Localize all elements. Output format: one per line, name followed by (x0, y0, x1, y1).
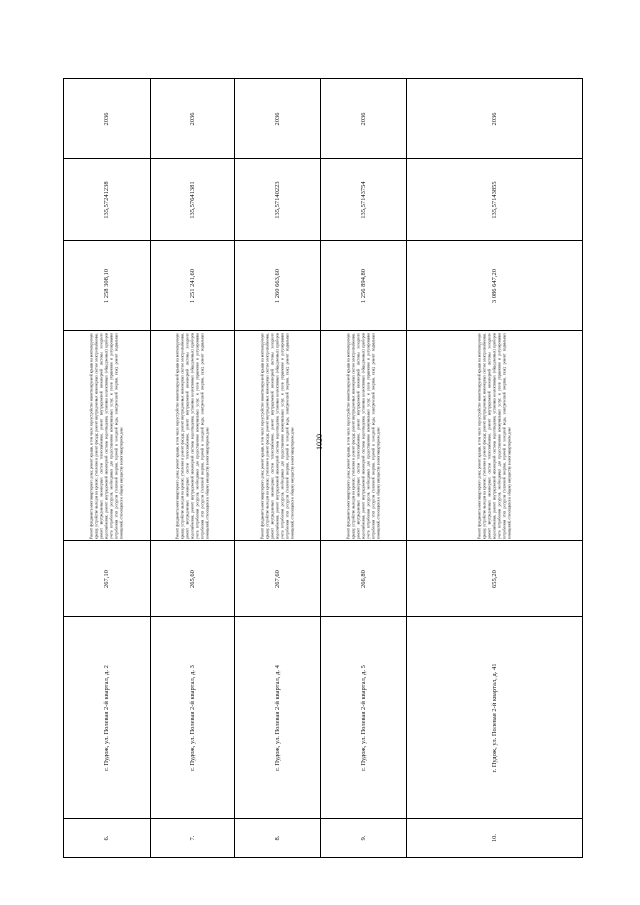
area-text: 267,10 (103, 569, 110, 588)
works-text: Ремонт фундамента многоквартирного дома; ремонт крыши, в том числе переустройство невентилируемой крыши на вентилируемую крышу, устройство выходов на кровлю; утепление и ремонт фасада; ремонт внутридомовых инженерных систем электроснабжения, ремонт внутридомовых инженерных систем теплоснабжения, ремонт внутридомовой инженерной системы холодного водоснабжения, ремонт внутридомовой инженерной системы водоотведения, установка коллективных (общедомовых) приборов учета потребления ресурсов, необходимых для предоставления коммунальных услуг, и узлов управления и регулирования потребления этих ресурсов (тепловой энергии, горячей и холодной воды, электрической энергии, газа); ремонт подвальных помещений, относящихся к общему имуществу в многоквартирном доме (477, 332, 511, 539)
total-cost-text: 1 260 663,60 (273, 268, 281, 303)
cell-number (151, 819, 234, 857)
cell-specific-cost (151, 159, 234, 241)
cell-year (321, 79, 406, 159)
cell-address (321, 617, 406, 819)
cell-year (64, 79, 150, 159)
address-text: г. Пудож, ул. Полевая 2-й квартал, д. 41 (490, 663, 498, 772)
area-text: 267,60 (273, 569, 281, 588)
address-text: г. Пудож, ул. Полевая 2-й квартал, д. 4 (273, 664, 281, 771)
cell-works (151, 331, 234, 541)
address-text: г. Пудож, ул. Полевая 2-й квартал, д. 3 (188, 664, 196, 771)
works-text: Ремонт фундамента многоквартирного дома; ремонт крыши, в том числе переустройство невентилируемой крыши на вентилируемую крышу, устройство выходов на кровлю; утепление и ремонт фасада; ремонт внутридомовых инженерных систем электроснабжения, ремонт внутридомовых инженерных систем теплоснабжения, ремонт внутридомовой инженерной системы холодного водоснабжения, ремонт внутридомовой инженерной системы водоотведения, установка коллективных (общедомовых) приборов учета потребления ресурсов, необходимых для предоставления коммунальных услуг, и узлов управления и регулирования потребления этих ресурсов (тепловой энергии, горячей и холодной воды, электрической энергии, газа); ремонт подвальных помещений, относящихся к общему имуществу в многоквартирном доме (346, 332, 380, 539)
cell-works (64, 331, 150, 541)
cell-number (235, 819, 320, 857)
specific-cost-text: 135,57641381 (188, 180, 196, 219)
table-row (64, 79, 151, 857)
cell-address (64, 617, 150, 819)
cell-area (321, 541, 406, 617)
cell-works (321, 331, 406, 541)
area-text: 655,20 (490, 569, 498, 588)
year-text: 2036 (188, 112, 196, 125)
cell-total-cost (235, 241, 320, 331)
specific-cost-text: 135,57241238 (103, 180, 110, 219)
table-row (407, 79, 582, 857)
specific-cost-text: 135,57143855 (490, 180, 498, 219)
year-text: 2036 (490, 112, 498, 125)
specific-cost-text: 135,57140223 (273, 180, 281, 219)
cell-number (64, 819, 150, 857)
row-number-text: 6. (103, 835, 110, 841)
cell-year (235, 79, 320, 159)
total-cost-text: 1 256 894,80 (359, 268, 367, 303)
works-text: Ремонт фундамента многоквартирного дома; ремонт крыши, в том числе переустройство невентилируемой крыши на вентилируемую крышу, устройство выходов на кровлю; утепление и ремонт фасада; ремонт внутридомовых инженерных систем электроснабжения, ремонт внутридомовых инженерных систем теплоснабжения, ремонт внутридомовой инженерной системы холодного водоснабжения, ремонт внутридомовой инженерной системы водоотведения, установка коллективных (общедомовых) приборов учета потребления ресурсов, необходимых для предоставления коммунальных услуг, и узлов управления и регулирования потребления этих ресурсов (тепловой энергии, горячей и холодной воды, электрической энергии, газа); ремонт подвальных помещений, относящихся к общему имуществу в многоквартирном доме (260, 332, 294, 539)
cell-total-cost (321, 241, 406, 331)
cell-address (235, 617, 320, 819)
year-text: 2036 (359, 112, 367, 125)
cell-specific-cost (321, 159, 406, 241)
cell-area (64, 541, 150, 617)
works-text: Ремонт фундамента многоквартирного дома; ремонт крыши, в том числе переустройство невентилируемой крыши на вентилируемую крышу, устройство выходов на кровлю; утепление и ремонт фасада; ремонт внутридомовых инженерных систем электроснабжения, ремонт внутридомовых инженерных систем теплоснабжения, ремонт внутридомовой инженерной системы холодного водоснабжения, ремонт внутридомовой инженерной системы водоотведения, установка коллективных (общедомовых) приборов учета потребления ресурсов, необходимых для предоставления коммунальных услуг, и узлов управления и регулирования потребления этих ресурсов (тепловой энергии, горячей и холодной воды, электрической энергии, газа); ремонт подвальных помещений, относящихся к общему имуществу в многоквартирном доме (89, 332, 124, 539)
total-cost-text: 1 251 241,60 (188, 268, 196, 303)
cell-number (407, 819, 582, 857)
total-cost-text: 3 086 647,20 (490, 268, 498, 303)
row-number-text: 7. (188, 835, 196, 841)
cell-area (235, 541, 320, 617)
cell-specific-cost (235, 159, 320, 241)
page-number: 1020 (315, 434, 324, 450)
cell-address (151, 617, 234, 819)
cell-year (407, 79, 582, 159)
cell-number (321, 819, 406, 857)
cell-year (151, 79, 234, 159)
area-text: 266,80 (359, 569, 367, 588)
year-text: 2036 (273, 112, 281, 125)
cell-address (407, 617, 582, 819)
address-text: г. Пудож, ул. Полевая 2-й квартал, д. 5 (359, 664, 367, 771)
works-table (63, 78, 583, 858)
row-number-text: 8. (273, 835, 281, 841)
cell-works (235, 331, 320, 541)
table-row (235, 79, 321, 857)
row-number-text: 9. (359, 835, 367, 841)
cell-specific-cost (407, 159, 582, 241)
total-cost-text: 1 258 308,10 (103, 268, 110, 303)
address-text: г. Пудож, ул. Полевая 2-й квартал, д. 2 (103, 664, 110, 771)
cell-works (407, 331, 582, 541)
cell-total-cost (64, 241, 150, 331)
cell-specific-cost (64, 159, 150, 241)
cell-total-cost (407, 241, 582, 331)
cell-total-cost (151, 241, 234, 331)
area-text: 265,60 (188, 569, 196, 588)
cell-area (151, 541, 234, 617)
table-row (151, 79, 235, 857)
works-text: Ремонт фундамента многоквартирного дома; ремонт крыши, в том числе переустройство невентилируемой крыши на вентилируемую крышу, устройство выходов на кровлю; утепление и ремонт фасада; ремонт внутридомовых инженерных систем электроснабжения, ремонт внутридомовых инженерных систем теплоснабжения, ремонт внутридомовой инженерной системы холодного водоснабжения, ремонт внутридомовой инженерной системы водоотведения, установка коллективных (общедомовых) приборов учета потребления ресурсов, необходимых для предоставления коммунальных услуг, и узлов управления и регулирования потребления этих ресурсов (тепловой энергии, горячей и холодной воды, электрической энергии, газа); ремонт подвальных помещений, относящихся к общему имуществу в многоквартирном доме (175, 332, 209, 539)
cell-area (407, 541, 582, 617)
year-text: 2036 (103, 112, 110, 125)
row-number-text: 10. (490, 833, 498, 843)
table-row (321, 79, 407, 857)
specific-cost-text: 135,57143754 (359, 180, 367, 219)
